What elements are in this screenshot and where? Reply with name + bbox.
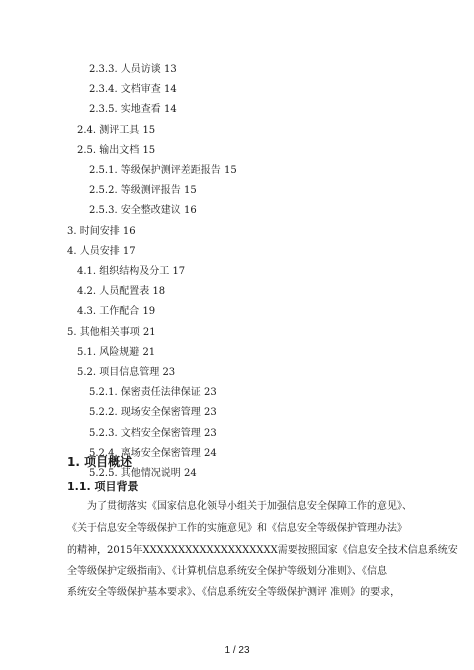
- toc-entry[interactable]: 2.5. 输出文档 15: [77, 145, 156, 156]
- toc-entry[interactable]: 5.2. 项目信息管理 23: [77, 367, 176, 378]
- toc-entry[interactable]: 3. 时间安排 16: [67, 226, 136, 237]
- paragraph-line: 为了贯彻落实《国家信息化领导小组关于加强信息安全保障工作的意见》、: [87, 501, 412, 512]
- toc-entry[interactable]: 2.5.1. 等级保护测评差距报告 15: [89, 165, 237, 176]
- paragraph-line: 的精神，2015年XXXXXXXXXXXXXXXXXXX需要按照国家《信息安全技术信息系统安: [67, 545, 458, 556]
- toc-entry[interactable]: 2.5.3. 安全整改建议 16: [89, 205, 197, 216]
- toc-entry[interactable]: 5. 其他相关事项 21: [67, 327, 156, 338]
- toc-entry[interactable]: 2.3.5. 实地查看 14: [89, 104, 177, 115]
- toc-entry[interactable]: 4. 人员安排 17: [67, 246, 136, 257]
- page-number: 1 / 23: [224, 645, 250, 656]
- toc-entry[interactable]: 2.3.3. 人员访谈 13: [89, 64, 177, 75]
- toc-entry[interactable]: 2.5.2. 等级测评报告 15: [89, 185, 197, 196]
- toc-entry[interactable]: 5.2.2. 现场安全保密管理 23: [89, 407, 217, 418]
- paragraph-line: 全等级保护定级指南》、《计算机信息系统安全保护等级划分准则》、《信息: [67, 566, 387, 577]
- section-heading-1: 1. 项目概述: [67, 455, 133, 469]
- toc-entry[interactable]: 4.1. 组织结构及分工 17: [77, 266, 186, 277]
- toc-entry[interactable]: 5.2.1. 保密责任法律保证 23: [89, 387, 217, 398]
- toc-entry[interactable]: 4.3. 工作配合 19: [77, 306, 156, 317]
- paragraph-line: 系统安全等级保护基本要求》、《信息系统安全等级保护测评 准则》的要求，: [67, 587, 401, 598]
- toc-entry[interactable]: 5.1. 风险规避 21: [77, 347, 156, 358]
- section-heading-1-1: 1.1. 项目背景: [67, 480, 139, 493]
- toc-entry[interactable]: 5.2.5. 其他情况说明 24: [89, 468, 197, 479]
- paragraph-line: 《关于信息安全等级保护工作的实施意见》和《信息安全等级保护管理办法》: [67, 523, 407, 534]
- toc-entry[interactable]: 5.2.3. 文档安全保密管理 23: [89, 428, 217, 439]
- toc-entry[interactable]: 2.3.4. 文档审查 14: [89, 84, 177, 95]
- toc-entry[interactable]: 5.2.4. 离场安全保密管理 24: [89, 448, 217, 459]
- toc-entry[interactable]: 2.4. 测评工具 15: [77, 125, 156, 136]
- toc-entry[interactable]: 4.2. 人员配置表 18: [77, 286, 166, 297]
